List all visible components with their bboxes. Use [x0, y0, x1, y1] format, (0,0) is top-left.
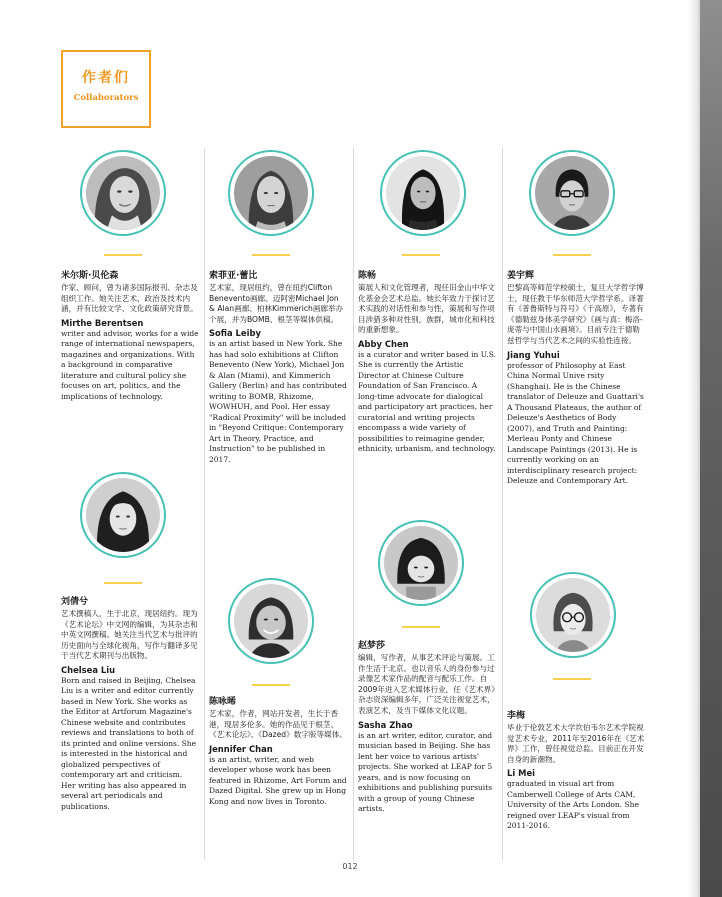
contributor-name-cn: 姜宇辉 — [507, 271, 535, 281]
contributor-name-cn: 米尔斯·贝伦森 — [61, 271, 119, 281]
yellow-divider — [104, 582, 142, 584]
contributor-bio-sofia-leiby — [209, 270, 347, 465]
portrait-sasha-zhao — [378, 520, 464, 606]
contributor-name-cn: 赵梦莎 — [358, 641, 386, 651]
photo — [86, 478, 160, 552]
contributor-bio-mirthe-berentsen — [61, 270, 199, 402]
yellow-divider — [402, 626, 440, 628]
contributor-bio-jennifer-chan — [209, 696, 347, 807]
yellow-divider — [104, 254, 142, 256]
yellow-divider — [553, 678, 591, 680]
yellow-divider — [252, 254, 290, 256]
portrait-photo-icon — [384, 526, 458, 600]
contributor-bio-en: is an artist, writer, and web developer whose work has been featured in Rhizome, Art Forum and Dazed Digital. She grew up in Hong Kong and now lives in Toronto. — [209, 754, 347, 806]
portrait-photo-icon — [234, 584, 308, 658]
photo — [535, 156, 609, 230]
contributor-name-cn: 索菲亚·蕾比 — [209, 271, 258, 281]
photo — [384, 526, 458, 600]
contributor-name-cn: 陈咏晞 — [209, 697, 237, 707]
contributor-name-en: Jiang Yuhui — [507, 349, 560, 360]
section-title-en: Collaborators — [73, 93, 139, 103]
portrait-photo-icon — [536, 578, 610, 652]
photo — [234, 156, 308, 230]
portrait-abby-chen — [380, 150, 466, 236]
contributor-name-en: Chelsea Liu — [61, 664, 116, 675]
portrait-jennifer-chan — [228, 578, 314, 664]
contributor-bio-cn: 巴黎高等师范学校硕士，复旦大学哲学博士，现任教于华东师范大学哲学系。译著有《普鲁斯特与符号》《千高原》，专著有《德勒兹身体美学研究》《画与真：梅洛-庞蒂与中国山水画境》。目前专注于德勒兹哲学与当代艺术之间的实验性连接。 — [507, 283, 644, 345]
column-guide — [204, 148, 205, 860]
yellow-divider — [402, 254, 440, 256]
column-guide — [502, 148, 503, 860]
photo — [234, 584, 308, 658]
contributor-bio-cn: 毕业于伦敦艺术大学坎伯韦尔艺术学院视觉艺术专业，2011年至2016年在《艺术界》工作，曾任视觉总监。目前正在开发自身的新潮物。 — [507, 723, 645, 764]
contributor-bio-cn: 艺术家，现居纽约，曾在纽约Clifton Benevento画廊、迈阿密Michael Jon & Alan画廊、柏林Kimmerich画廊举办个展，并为BOMB、根茎等媒体供稿。 — [209, 283, 344, 324]
section-title-cn: 作者们 — [82, 70, 130, 86]
contributor-name-en: Li Mei — [507, 768, 536, 779]
photo — [386, 156, 460, 230]
contributor-name-cn: 陈畅 — [358, 271, 377, 281]
contributor-bio-cn: 作家、顾问，曾为诸多国际报刊、杂志及组织工作。她关注艺术、政治及技术内涵，并有比较文学、文化政策研究背景。 — [61, 283, 198, 314]
contributor-name-en: Mirthe Berentsen — [61, 317, 144, 328]
contributor-name-cn: 刘倩兮 — [61, 597, 89, 607]
contributor-bio-cn: 艺术家，作者，网站开发者，生长于香港，现居多伦多。她的作品见于根茎、《艺术论坛》、《Dazed》数字版等媒体。 — [209, 709, 347, 740]
adjacent-page-edge — [698, 0, 722, 897]
portrait-photo-icon — [86, 478, 160, 552]
column-guide — [353, 148, 354, 860]
contributor-name-en: Abby Chen — [358, 338, 409, 349]
portrait-photo-icon — [535, 156, 609, 230]
contributor-name-en: Sasha Zhao — [358, 719, 413, 730]
portrait-mirthe-berentsen — [80, 150, 166, 236]
contributor-bio-li-mei — [507, 710, 645, 832]
portrait-sofia-leiby — [228, 150, 314, 236]
contributor-bio-abby-chen — [358, 270, 496, 455]
contributor-bio-en: is an artist based in New York. She has had solo exhibitions at Clifton Benevento (New York), Michael Jon & Alan (Miami), and Kimmerich Gallery (Berlin) and has contributed writing to BOMB, Rhizome, WOWHUH, and Pool. Her essay "Radical Proximity" will be included in "Beyond Critique: Contemporary Art in Theory, Practice, and Instruction" to be published in 2017. — [209, 339, 347, 464]
photo — [536, 578, 610, 652]
portrait-chelsea-liu — [80, 472, 166, 558]
contributor-bio-sasha-zhao — [358, 640, 496, 815]
yellow-divider — [252, 684, 290, 686]
contributor-bio-chelsea-liu — [61, 596, 199, 812]
contributor-bio-en: graduated in visual art from Camberwell College of Arts CAM, University of the Arts London. She reigned over LEAP's visual from 2011-2016. — [507, 779, 639, 831]
contributor-name-en: Sofia Leiby — [209, 328, 261, 339]
page-fold-line — [698, 0, 700, 897]
contributor-bio-en: Born and raised in Beijing, Chelsea Liu is a writer and editor currently based in New York. She works as the Editor at Artforum Magazine's Chinese website and contributes reviews and translations to both of its printed and online versions. She is interested in the historical and globalized perspectives of contemporary art and criticism. Her writing has also appeared in several art periodicals and publications. — [61, 675, 197, 811]
page-number: 012 — [342, 862, 358, 871]
yellow-divider — [553, 254, 591, 256]
contributor-bio-cn: 艺术撰稿人，生于北京，现居纽约。现为《艺术论坛》中文网的编辑，为其杂志和中英文网撰稿。她关注当代艺术与批评的历史面向与全球化视角，写作与翻译多见于当代艺术期刊与出版物。 — [61, 609, 198, 661]
contributor-bio-en: is a curator and writer based in U.S. She is currently the Artistic Director at Chinese Culture Foundation of San Francisco. A long-time advocate for dialogical and participatory art practices, her curatorial and writing projects encompass a wide variety of possibilities to reimagine gender, ethnicity, urbanism, and technology. — [358, 349, 497, 454]
contributor-bio-en: writer and advisor, works for a wide range of international newspapers, magazines and organizations. With a background in comparative literature and cultural policy she focuses on art, politics, and the implications of technology. — [61, 328, 199, 401]
portrait-photo-icon — [234, 156, 308, 230]
contributor-name-en: Jennifer Chan — [209, 743, 273, 754]
contributor-bio-en: professor of Philosophy at East China Normal Unive rsity (Shanghai). He is the Chinese translator of Deleuze and Guattari's A Thousand Plateaus, the author of Deleuze's Aesthetics of Body (2007), and Truth and Painting: Merleau Ponty and Chinese Landscape Paintings (2013). He is currently working on an interdisciplinary research project: Deleuze and Contemporary Art. — [507, 360, 644, 486]
portrait-jiang-yuhui — [529, 150, 615, 236]
contributor-bio-en: is an art writer, editor, curator, and musician based in Beijing. She has lent her voice to various artists' projects. She worked at LEAP for 5 years, and is now focusing on exhibitions and publishing pursuits with a group of young Chinese artists. — [358, 730, 493, 814]
portrait-photo-icon — [386, 156, 460, 230]
contributor-bio-cn: 策展人和文化管理者，现任旧金山中华文化基金会艺术总监。她长年致力于探讨艺术实践的对话性和参与性，策展和写作项目涉猎多种对性别，族群，城市化和科技的重新想象。 — [358, 283, 495, 335]
contributor-bio-jiang-yuhui — [507, 270, 645, 487]
portrait-li-mei — [530, 572, 616, 658]
photo — [86, 156, 160, 230]
portrait-photo-icon — [86, 156, 160, 230]
section-title-box — [61, 50, 151, 128]
contributor-bio-cn: 编辑，写作者，从事艺术评论与策展。工作生活于北京。也以音乐人的身份参与过录像艺术家作品的配音与配乐工作。自2009年进入艺术媒体行业，任《艺术界》杂志资深编辑多年，广泛关注视觉艺术，表演艺术，及当下媒体文化议题。 — [358, 653, 496, 715]
contributor-name-cn: 李梅 — [507, 711, 526, 721]
